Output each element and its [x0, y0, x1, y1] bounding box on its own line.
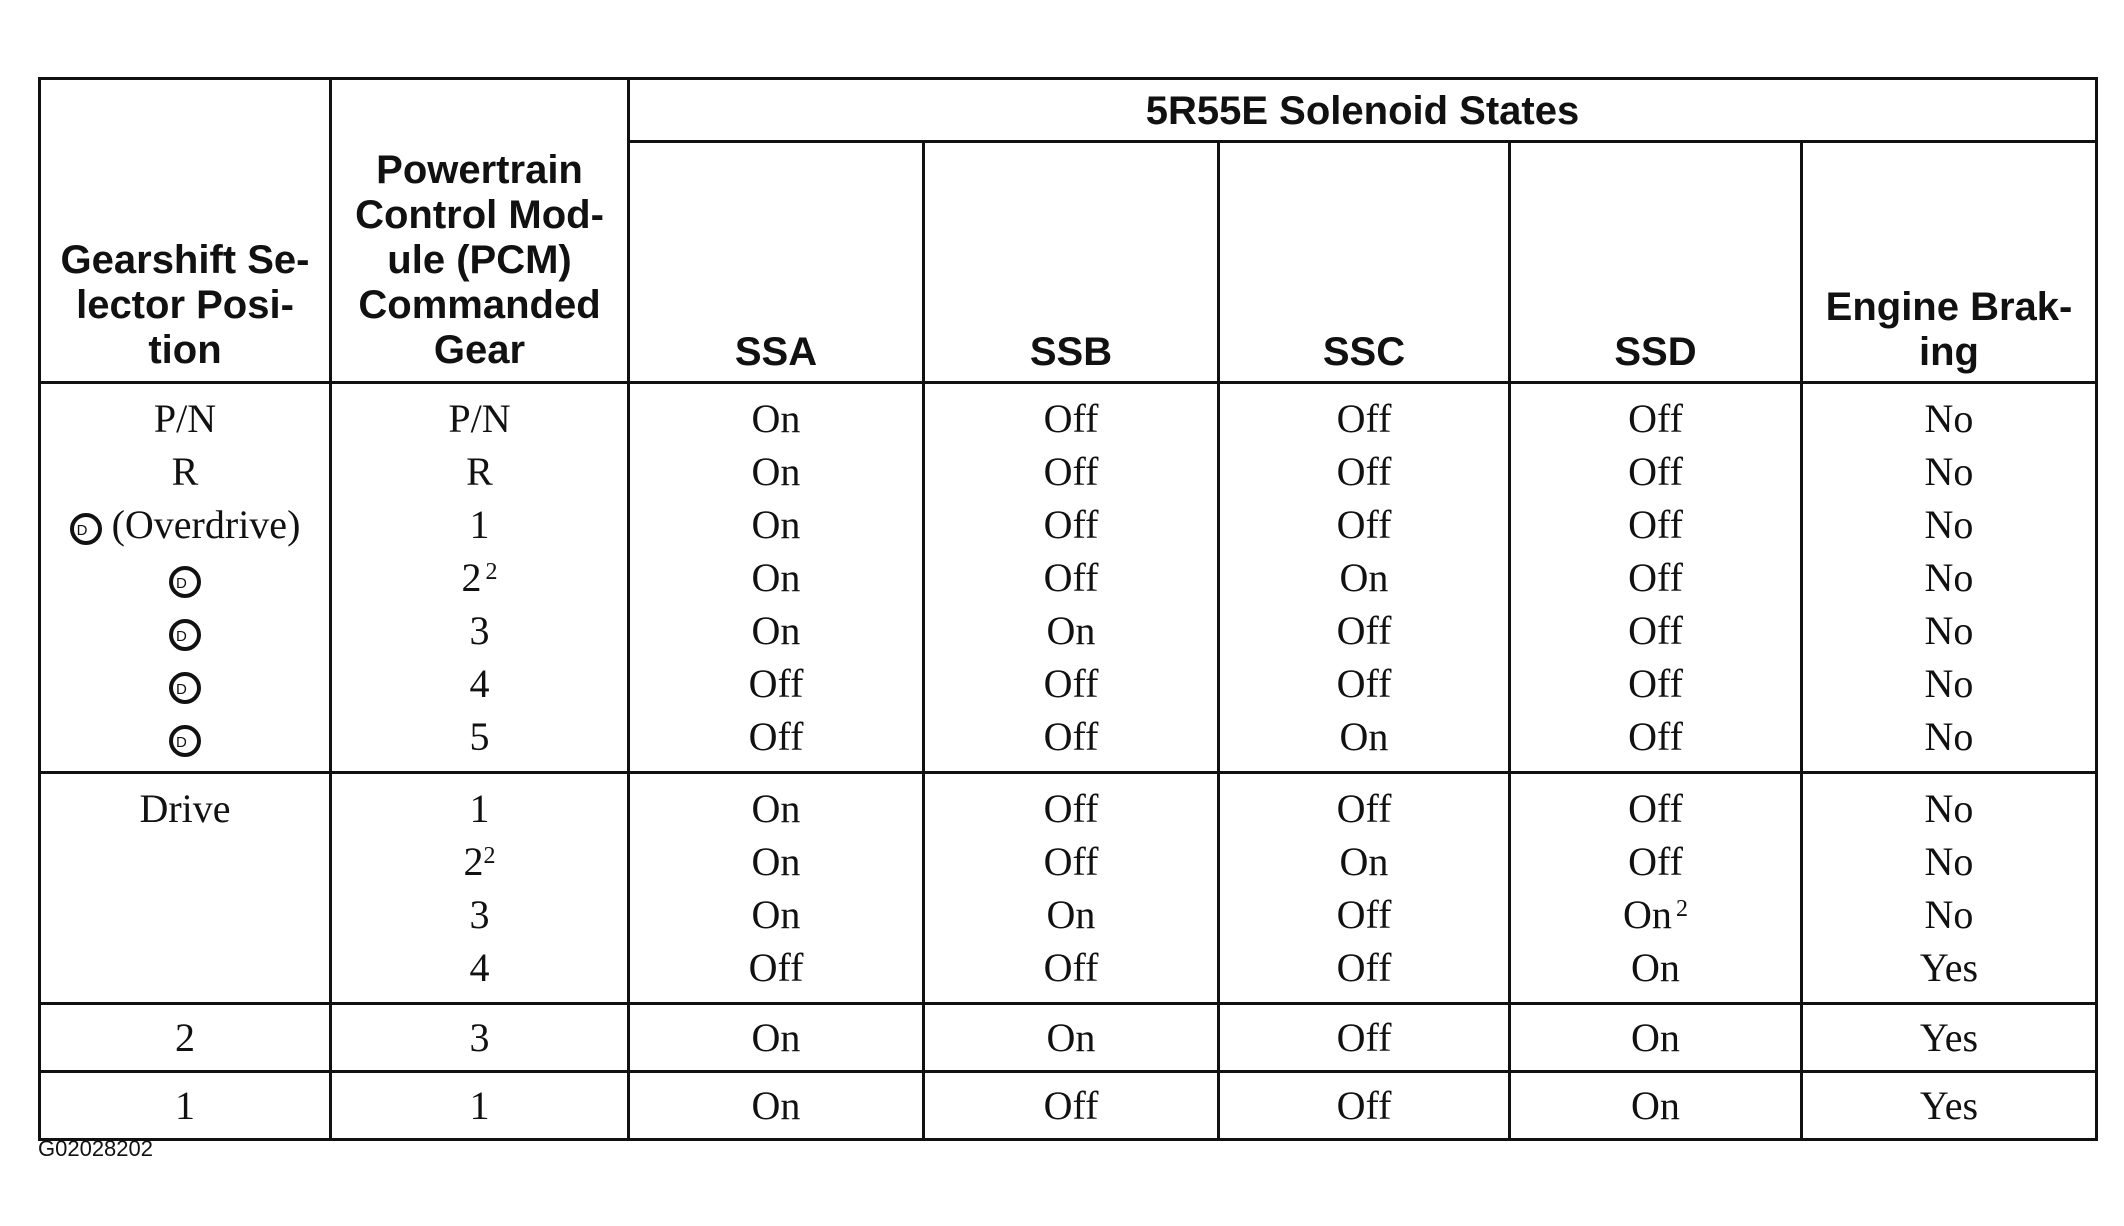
header-gearshift-position: Gearshift Se- lector Posi- tion: [40, 79, 331, 383]
cell-position: Drive: [40, 773, 331, 836]
solenoid-states-table: [38, 77, 2098, 1141]
table-row: [40, 604, 2097, 657]
cell-braking: No: [1802, 773, 2097, 836]
cell-gear: 3: [331, 604, 629, 657]
header-ssb: SSB: [924, 142, 1219, 383]
cell-ssd: On: [1510, 1004, 1802, 1072]
cell-ssa: On: [629, 773, 924, 836]
cell-gear: $2^2$: [331, 835, 629, 888]
cell-ssd: Off: [1510, 383, 1802, 446]
cell-ssc: Off: [1219, 498, 1510, 551]
cell-braking: No: [1802, 835, 2097, 888]
cell-gear: 2 $^2$: [331, 551, 629, 604]
cell-position: 2: [40, 1004, 331, 1072]
cell-position: [40, 657, 331, 710]
cell-ssd: Off: [1510, 835, 1802, 888]
cell-gear: 1: [331, 773, 629, 836]
cell-ssd: Off: [1510, 773, 1802, 836]
header-ssd: SSD: [1510, 142, 1802, 383]
cell-position: [40, 710, 331, 773]
cell-position: [40, 551, 331, 604]
cell-ssb: Off: [924, 551, 1219, 604]
cell-position: [40, 888, 331, 941]
cell-ssa: On: [629, 498, 924, 551]
table-row: [40, 445, 2097, 498]
header-pcm-gear: Powertrain Control Mod- ule (PCM) Commanded Gear: [331, 79, 629, 383]
table-row: [40, 498, 2097, 551]
table-row: [40, 835, 2097, 888]
cell-ssb: Off: [924, 773, 1219, 836]
cell-ssa: Off: [629, 710, 924, 773]
figure-id: G02028202: [38, 1136, 153, 1161]
header-ssc: SSC: [1219, 142, 1510, 383]
cell-ssd: Off: [1510, 498, 1802, 551]
table-row: [40, 1072, 2097, 1140]
table-row: [40, 710, 2097, 773]
cell-ssa: On: [629, 604, 924, 657]
cell-ssb: Off: [924, 445, 1219, 498]
overdrive-circle-icon: D: [169, 725, 201, 757]
cell-ssa: Off: [629, 941, 924, 1004]
cell-braking: No: [1802, 657, 2097, 710]
header-engine-braking: Engine Brak- ing: [1802, 142, 2097, 383]
footnote-marker: 2: [483, 843, 496, 869]
cell-ssd: Off: [1510, 604, 1802, 657]
cell-ssa: Off: [629, 657, 924, 710]
cell-gear: 1: [331, 498, 629, 551]
cell-braking: Yes: [1802, 1004, 2097, 1072]
cell-gear: 5: [331, 710, 629, 773]
cell-gear: 3: [331, 888, 629, 941]
cell-ssc: On: [1219, 710, 1510, 773]
cell-ssc: Off: [1219, 1004, 1510, 1072]
table-row: [40, 551, 2097, 604]
cell-ssb: Off: [924, 383, 1219, 446]
cell-ssa: On: [629, 1072, 924, 1140]
overdrive-circle-icon: D: [70, 513, 102, 545]
cell-ssd: Off: [1510, 710, 1802, 773]
cell-ssc: Off: [1219, 773, 1510, 836]
cell-ssc: Off: [1219, 888, 1510, 941]
cell-ssc: Off: [1219, 445, 1510, 498]
cell-gear: R: [331, 445, 629, 498]
cell-ssd: On $^2$: [1510, 888, 1802, 941]
cell-position: R: [40, 445, 331, 498]
cell-ssa: On: [629, 1004, 924, 1072]
cell-ssc: Off: [1219, 1072, 1510, 1140]
cell-position: [40, 498, 331, 551]
cell-ssd: Off: [1510, 551, 1802, 604]
overdrive-circle-icon: D: [169, 619, 201, 651]
cell-gear: 4: [331, 657, 629, 710]
cell-braking: No: [1802, 445, 2097, 498]
cell-braking: No: [1802, 498, 2097, 551]
cell-ssb: Off: [924, 835, 1219, 888]
cell-position: 1: [40, 1072, 331, 1140]
cell-ssd: On: [1510, 941, 1802, 1004]
table-row: [40, 941, 2097, 1004]
cell-ssb: Off: [924, 941, 1219, 1004]
table-row: [40, 657, 2097, 710]
cell-ssa: On: [629, 383, 924, 446]
header-solenoid-states: 5R55E Solenoid States: [629, 79, 2097, 142]
table-row: [40, 773, 2097, 836]
cell-ssb: On: [924, 888, 1219, 941]
cell-ssc: On: [1219, 835, 1510, 888]
overdrive-circle-icon: D: [169, 566, 201, 598]
cell-gear: 1: [331, 1072, 629, 1140]
overdrive-circle-icon: D: [169, 672, 201, 704]
cell-ssa: On: [629, 551, 924, 604]
cell-ssc: Off: [1219, 383, 1510, 446]
cell-braking: Yes: [1802, 941, 2097, 1004]
cell-ssa: On: [629, 888, 924, 941]
table-row: [40, 1004, 2097, 1072]
cell-gear: P/N: [331, 383, 629, 446]
cell-ssa: On: [629, 445, 924, 498]
cell-position: [40, 835, 331, 888]
cell-ssb: Off: [924, 657, 1219, 710]
footnote-marker: 2: [1675, 896, 1688, 922]
cell-gear: 3: [331, 1004, 629, 1072]
cell-ssd: On: [1510, 1072, 1802, 1140]
cell-ssc: Off: [1219, 657, 1510, 710]
cell-ssd: Off: [1510, 657, 1802, 710]
table-row: [40, 888, 2097, 941]
cell-braking: No: [1802, 383, 2097, 446]
cell-braking: No: [1802, 551, 2097, 604]
cell-ssc: On: [1219, 551, 1510, 604]
cell-braking: No: [1802, 710, 2097, 773]
cell-ssb: On: [924, 1004, 1219, 1072]
cell-braking: No: [1802, 604, 2097, 657]
cell-position: P/N: [40, 383, 331, 446]
cell-ssd: Off: [1510, 445, 1802, 498]
cell-position: [40, 604, 331, 657]
cell-position: [40, 941, 331, 1004]
footnote-marker: 2: [485, 559, 498, 585]
table-row: [40, 383, 2097, 446]
cell-ssa: On: [629, 835, 924, 888]
cell-ssb: Off: [924, 1072, 1219, 1140]
cell-ssc: Off: [1219, 941, 1510, 1004]
header-ssa: SSA: [629, 142, 924, 383]
cell-gear: 4: [331, 941, 629, 1004]
cell-ssc: Off: [1219, 604, 1510, 657]
cell-ssb: Off: [924, 710, 1219, 773]
cell-ssb: On: [924, 604, 1219, 657]
cell-braking: Yes: [1802, 1072, 2097, 1140]
cell-braking: No: [1802, 888, 2097, 941]
cell-position-label: (Overdrive): [111, 502, 301, 547]
cell-ssb: Off: [924, 498, 1219, 551]
